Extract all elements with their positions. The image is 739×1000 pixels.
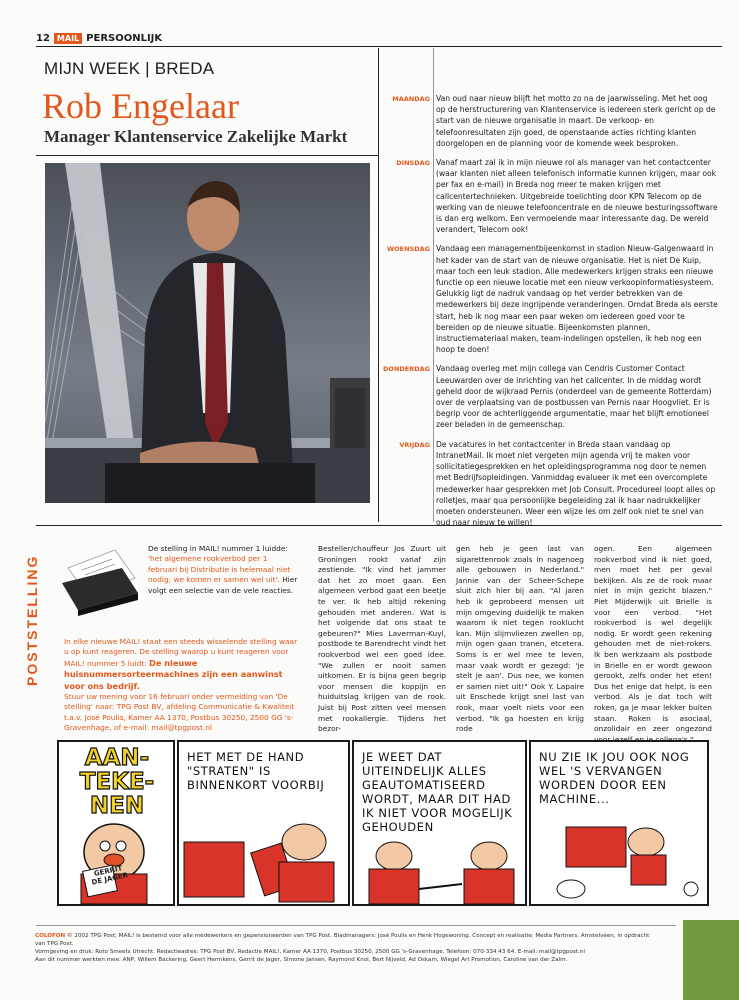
- colofon-label: COLOFON: [35, 933, 66, 939]
- portrait-illustration: [45, 163, 370, 503]
- diary-day-label: WOENSDAG: [386, 245, 430, 254]
- page-number: 12: [36, 33, 50, 44]
- stelling-call: [64, 637, 304, 734]
- column-kicker: MIJN WEEK | BREDA: [44, 59, 215, 78]
- library-tape-sticker: [683, 920, 739, 1000]
- cartoon-panel-3: [352, 740, 527, 906]
- week-diary: [380, 93, 718, 536]
- diary-day-label: DINSDAG: [396, 159, 430, 168]
- diary-day-label: DONDERDAG: [383, 365, 430, 374]
- person-name: Rob Engelaar: [42, 86, 239, 126]
- portrait-photo: [45, 163, 370, 503]
- diary-day-text: Vanaf maart zal ik in mijn nieuwe rol als manager van het contactcenter (waar klanten niet alleen telefonisch informatie kunnen krijgen, maar ook per fax en e-mail) in Breda nog meer te maken krijgen met callcentertechnieken. Uitgebreide toelichting door KPN Telecom op de werking van de nieuwe telefooncentrale en de nieuwe besturingssoftware is dan erg welkom. Een vermoeiende maar interessante dag. De wereld verandert, Telecom ook!: [436, 158, 718, 235]
- diary-day-label: MAANDAG: [392, 95, 430, 103]
- colofon: [35, 932, 655, 964]
- poststelling-label: POSTSTELLING: [24, 554, 40, 686]
- stelling-call-post: Stuur uw mening voor 16 februari onder vermelding van 'De stelling' naar: TPG Post BV, afdeling Communicatie & Kwaliteit t.a.v. José Poulis, Kamer AA 1370, Postbus 30250, 2500 GG 's-Gravenhage, of e-mail: mail@tpgpost.nl: [64, 692, 295, 733]
- cartoonist-figure: [59, 812, 173, 904]
- speech-bubble-4: NU ZIE IK JOU OOK NOG WEL 'S VERVANGEN WORDEN DOOR EEN MACHINE...: [539, 750, 690, 806]
- cartoon-title-line-1: AAN-: [84, 745, 150, 771]
- speech-bubble-3: JE WEET DAT UITEINDELIJK ALLES GEAUTOMATISEERD WORDT, MAAR DIT HAD IK NIET VOOR MOGELIJK GEHOUDEN: [362, 750, 513, 834]
- mailbox-machine-figure: [531, 807, 707, 905]
- diary-entry: [380, 363, 718, 430]
- stelling-intro-post: Hier volgt een selectie van de vele reacties.: [148, 575, 298, 595]
- colofon-line-2: Vormgeving en druk: Roto Smeets Utrecht. Redactieadres: TPG Post BV, Redactie MAIL!, Kamer AA 1370, Postbus 30250, 2500 GG 's-Gravenhage. Telefoon: 070-334 43 64. E-mail: mail@tpgpost.nl: [35, 949, 585, 955]
- reaction-column-1: Besteller/chauffeur Jos Zuurt uit Groningen rookt vanaf zijn zestiende. "Ik vind het jammer dat het zo moet gaan. Een algemeen verbod gaat een beetje te ver. Ik heb altijd rekening gehouden met anderen. Wat is het volgende dat ons staat te gebeuren?" Mies Laverman-Kuyl, postbode te Barendrecht vindt het rookverbod wel een goed idee. "We zullen er nooit samen uitkomen. Er is bijna geen begrip voor mensen die koppijn en huiduitslag krijgen van de rook. Juist bij Post zitten veel mensen met rookallergie. Tijdens het bezor-: [318, 544, 446, 734]
- diary-day-text: Van oud naar nieuw blijft het motto zo na de jaarwisseling. Met het oog op de herstructurering van Klantenservice is iedereen sterk gericht op de start van de nieuwe organisatie in maart. De verkoop- en telefoonresultaten zijn goed, de openstaande acties richting klanten doorgelopen en de planning voor de komende week besproken.: [436, 94, 716, 148]
- reaction-column-2: gen heb je geen last van sigarettenrook zoals in nagenoeg alle gebouwen in Nederland." Jannie van der Scheer-Schepe sluit zich hier bij aan. "Al jaren heb ik geprobeerd mensen uit mijn omgeving duidelijk te maken waarom ik niet tegen rooklucht kan. Mijn slijmvliezen zwellen op, mijn ogen gaan tranen, etcetera. Soms is er wel mee te leven, maar vaak wordt er gezegd: 'je stelt je aan'. Dus nee, we komen er samen niet uit!" Ook Y. Lapaire uit Enschede krijgt snel last van rook, maar voelt niets voor een verbod. "Ik ga hoesten en krijg rode: [456, 544, 584, 734]
- speech-bubble-2: HET MET DE HAND "STRATEN" IS BINNENKORT VOORBIJ: [187, 750, 325, 792]
- diary-day-text: Vandaag een managementbijeenkomst in stadion Nieuw-Galgenwaard in het kader van de start van de nieuwe organisatie. Het is niet De Kuip, maar toch een leuk stadion. Alle medewerkers krijgen straks een nieuwe functie op een nieuwe locatie met een nieuw verkoopinformatiesysteem. Gelukkig ligt de nadruk vandaag op het verder betrekken van de medewerkers bij deze ingrijpende veranderingen. Omdat Breda als eerste start, heb ik nog maar een paar weken om iedereen goed voor te bereiden op de nieuwe situatie. Bijeenkomsten plannen, instructiemateriaal maken, team-indelingen opstellen, ik heb nog een hoop te doen!: [436, 244, 718, 355]
- title-rule: [36, 155, 378, 156]
- cartoon-panel-1: [57, 740, 175, 906]
- envelope-mailbox-icon: [60, 538, 142, 616]
- diary-entry: [380, 157, 718, 235]
- colofon-rule: [36, 925, 676, 926]
- stelling-intro-pre: De stelling in MAIL! nummer 1 luidde:: [148, 544, 288, 553]
- column-divider: [378, 48, 379, 522]
- diary-day-text: Vandaag overleg met mijn collega van Cendris Customer Contact Leeuwarden over de inrichting van het callcenter. In de middag wordt geheld door de wijkraad Pernis (onderdeel van de gemeente Rotterdam) over de verplaatsing van de postbussen van Pernis naar Hoogvliet. Er is begrip voor de achterliggende argumentatie, maar het blijft emotioneel zeer beladen in de gemeenschap.: [436, 364, 712, 430]
- diary-day-text: De vacatures in het contactcenter in Breda staan vandaag op IntranetMail. Ik moet niet vergeten mijn agenda vrij te maken voor sollicitatiegesprekken en het opleidingsprogramma nog door te nemen met Bedrijfsopleidingen. Vanmiddag evalueer ik met een overcomplete medewerker haar gesprekken met Job Consult. Procedureel loopt alles op rolletjes, maar qua persoonlijke begeleiding zal ik haar nadrukkelijker moeten ondersteunen. Weer een wijze les om zelf ook niet te snel van oud naar nieuw te willen!: [436, 439, 716, 528]
- postman-sorting-figure: [179, 812, 349, 906]
- poststelling-sidebar: [24, 556, 44, 686]
- colofon-line-1: © 2002 TPG Post; MAIL! is bestemd voor alle medewerkers en gepensioneerden van TPG Post. Bladmanagers: José Poulis en Henk Hogewoning. Concept en realisatie: Media Partners, Amstelveen, in opdracht van TPG Post.: [35, 933, 650, 947]
- header-rule: [36, 46, 722, 47]
- diary-entry: [380, 93, 718, 149]
- page-header: [36, 33, 162, 44]
- cartoon-panel-4: [529, 740, 709, 906]
- stelling-call-pre: In elke nieuwe MAIL! staat een steeds wisselende stelling waar u op kunt reageren. De stelling waarop u kunt reageren voor MAIL! nummer 5 luidt:: [64, 637, 298, 668]
- stelling-intro: [148, 544, 298, 596]
- postmen-conversation-figure: [354, 834, 526, 906]
- cartoon-panel-2: [177, 740, 350, 906]
- cartoon-title-line-3: NEN: [89, 793, 145, 819]
- cartoon-strip: [57, 740, 709, 906]
- cartoon-title-line-2: TEKE-: [79, 769, 155, 795]
- person-role: Manager Klantenservice Zakelijke Markt: [44, 127, 348, 146]
- colofon-line-3: Aan dit nummer werkten mee: ANP, Willem Backering, Geert Hermkens, Gerrit de Jager, Simone Jansen, Raymond Knol, Bert Nijveld, Ad Oskam, Wiegel Art Promotion, Caroline van der Zalm.: [35, 957, 568, 963]
- section-title: PERSOONLIJK: [86, 33, 163, 44]
- reaction-column-3: ogen. Een algemeen rookverbod vind ik niet goed, men moet het per geval bekijken. Als ze de rook maar niet in mijn gezicht blazen." Piet Mijderwijk uit Brielle is voor een verbod. "Het rookverbod is wel degelijk nodig. Er wordt geen rekening gehouden met de niet-rokers. Ik ben werkzaam als postbode in Brielle en er wordt gewoon gerookt, zelfs onder het eten! Dus het enige dat helpt, is een verbod. Als je dat toch wilt roken, ga je maar lekker buiten staan. Roken is asociaal, onzolidair en zeer ongezond: [594, 544, 712, 734]
- cartoonist-signature: GERRIT DE JAGER: [90, 864, 129, 887]
- diary-entry: [380, 439, 718, 529]
- diary-day-label: VRIJDAG: [399, 440, 430, 449]
- stelling-call-statement: De nieuwe huisnummersorteermachines zijn een aanwinst voor ons bedrijf.: [64, 657, 283, 691]
- diary-entry: [380, 243, 718, 355]
- stelling-intro-quote: 'het algemene rookverbod per 1 februari bij Distributie is helemaal niet nodig; we komen er samen wel uit'.: [148, 554, 291, 585]
- mail-logo-badge: MAIL: [54, 33, 82, 44]
